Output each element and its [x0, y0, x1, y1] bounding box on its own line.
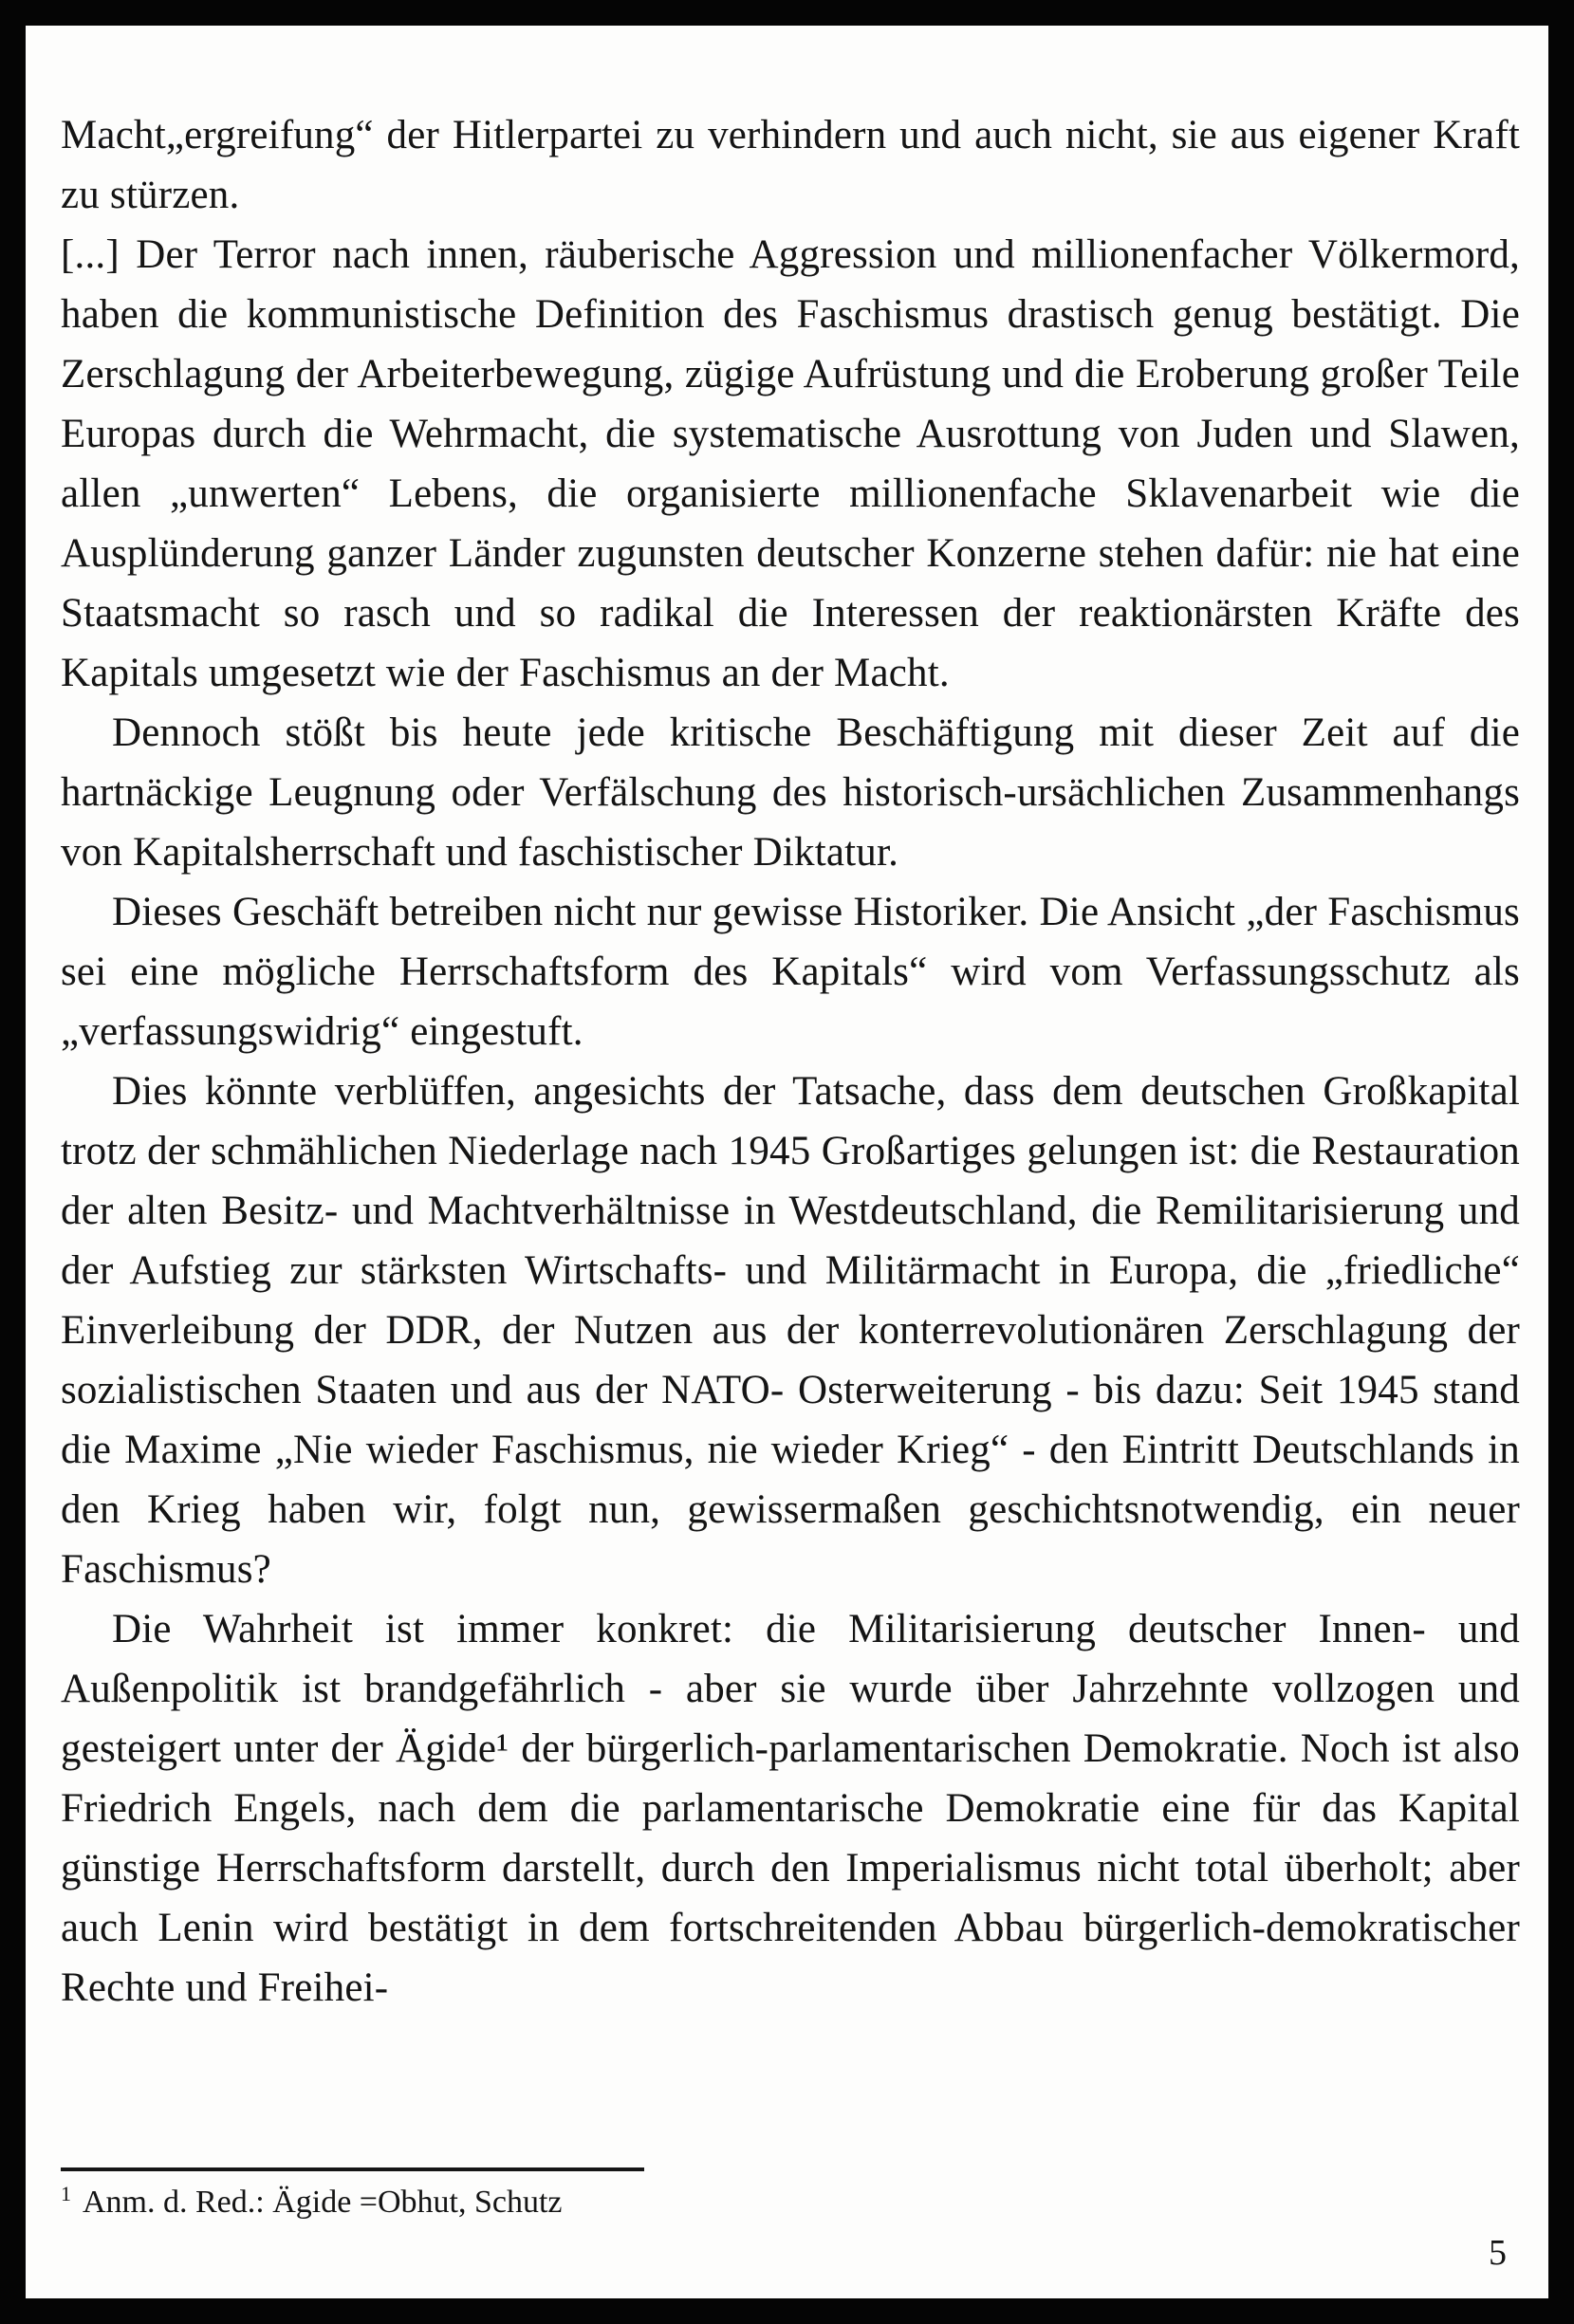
footnote-separator-rule: [61, 2167, 644, 2171]
body-text-block: [61, 105, 1520, 2018]
paragraph-die-wahrheit: Die Wahrheit ist immer konkret: die Militarisierung deutscher Innen- und Außenpolitik ist brandgefährlich - aber sie wurde über Jahrzehnte vollzogen und gesteigert unter der Ägide¹ der bürgerlich-parlamentarischen Demokratie. Noch ist also Friedrich Engels, nach dem die parlamentarische Demokratie eine für das Kapital günstige Herrschaftsform darstellt, durch den Imperialismus nicht total überholt; aber auch Lenin wird bestätigt in dem fortschreitenden Abbau bürgerlich-demokratischer Rechte und Freihei-: [61, 1607, 1520, 2010]
footnote-text: Anm. d. Red.: Ägide =Obhut, Schutz: [83, 2185, 563, 2220]
footnote-area: [61, 2167, 1520, 2224]
paragraph-dieses-geschaeft: Dieses Geschäft betreiben nicht nur gewisse Historiker. Die Ansicht „der Faschismus sei eine mögliche Herrschaftsform des Kapitals“ wird vom Verfassungsschutz als „verfassungswidrig“ eingestuft.: [61, 890, 1520, 1054]
paragraph-continuation: Macht„ergreifung“ der Hitlerpartei zu verhindern und auch nicht, sie aus eigener Kraft zu stürzen.: [61, 113, 1520, 217]
footnote-marker: 1: [61, 2181, 71, 2205]
paragraph-dennoch: Dennoch stößt bis heute jede kritische Beschäftigung mit dieser Zeit auf die hartnäckige Leugnung oder Verfälschung des historisch-ursächlichen Zusammenhangs von Kapitalsherrschaft und faschistischer Diktatur.: [61, 710, 1520, 875]
paragraph-dies-koennte: Dies könnte verblüffen, angesichts der Tatsache, dass dem deutschen Großkapital trotz der schmählichen Niederlage nach 1945 Großartiges gelungen ist: die Restauration der alten Besitz- und Machtverhältnisse in Westdeutschland, die Remilitarisierung und der Aufstieg zur stärksten Wirtschafts- und Militärmacht in Europa, die „friedliche“ Einverleibung der DDR, der Nutzen aus der konterrevolutionären Zerschlagung der sozialistischen Staaten und aus der NATO- Osterweiterung - bis dazu: Seit 1945 stand die Maxime „Nie wieder Faschismus, nie wieder Krieg“ - den Eintritt Deutschlands in den Krieg haben wir, folgt nun, gewissermaßen geschichtsnotwendig, ein neuer Faschismus?: [61, 1069, 1520, 1592]
paragraph-quote-terror: [...] Der Terror nach innen, räuberische Aggression und millionenfacher Völkermord, haben die kommunistische Definition des Faschismus drastisch genug bestätigt. Die Zerschlagung der Arbeiterbewegung, zügige Aufrüstung und die Eroberung großer Teile Europas durch die Wehrmacht, die systematische Ausrottung von Juden und Slawen, allen „unwerten“ Lebens, die organisierte millionenfache Sklavenarbeit wie die Ausplünderung ganzer Länder zugunsten deutscher Konzerne stehen dafür: nie hat eine Staatsmacht so rasch und so radikal die Interessen der reaktionärsten Kräfte des Kapitals umgesetzt wie der Faschismus an der Macht.: [61, 232, 1520, 695]
document-page: [26, 26, 1548, 2298]
page-number: 5: [1489, 2233, 1507, 2273]
footnote: [61, 2181, 1520, 2224]
